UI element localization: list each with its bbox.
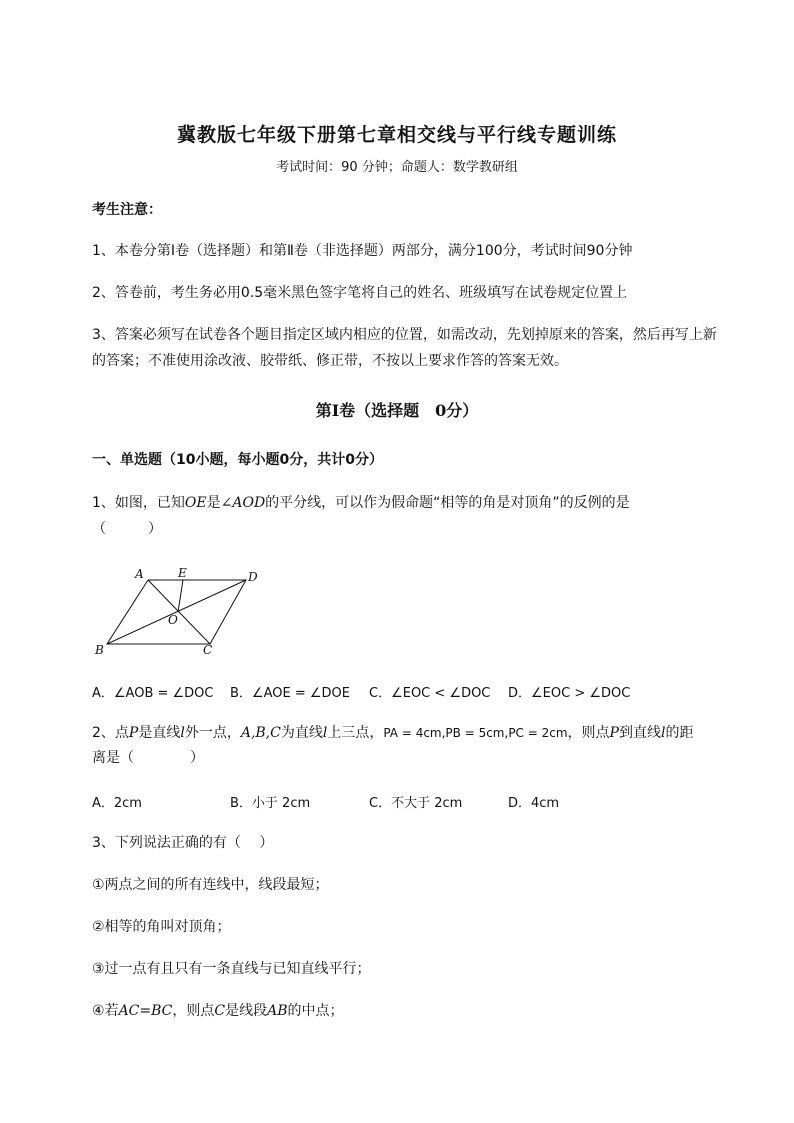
q2-points-abc: A,B,C [240,725,281,741]
q2-point-p-2: P [609,725,619,741]
q2-text-3: 外一点， [184,725,241,741]
section-title: 第Ⅰ卷（选择题 0分） [315,401,479,420]
q2-text-2: 是直线 [138,725,181,741]
q3-s4-pre: ④若 [92,1003,119,1019]
notice-item-3-continued: 的答案；不准使用涂改液、胶带纸、修正带，不按以上要求作答的答案无效。 [92,353,568,369]
notice-item-2: 2、答卷前，考生务必用0.5毫米黑色签字笔将自己的姓名、班级填写在试卷规定位置上 [92,285,628,301]
label-b: B [95,643,104,657]
q2-text-4: 为直线 [280,725,323,741]
notice-item-1: 1、本卷分第Ⅰ卷（选择题）和第Ⅱ卷（非选择题）两部分，满分100分，考试时间90分钟 [92,243,633,259]
label-o: O [168,613,178,627]
q1-option-c: C．∠EOC < ∠DOC [369,686,491,701]
notice-heading: 考生注意： [92,202,162,218]
q2-measures: PA = 4cm,PB = 5cm,PC = 2cm [383,726,568,740]
q1-text-post: 的平分线，可以作为假命题“相等的角是对顶角”的反例的是 [265,495,630,511]
q2-point-p: P [128,725,139,741]
q2-option-d: D．4cm [508,796,560,811]
page-title: 冀教版七年级下册第七章相交线与平行线专题训练 [176,124,617,146]
q3-s4-post: 的中点； [287,1003,344,1019]
question-3-stem: 3、下列说法正确的有（ ） [92,835,274,851]
q2-text-5: 上三点， [327,725,384,741]
q2-option-a: A．2cm [92,796,142,811]
segment-ac [148,580,210,644]
q2-text-6: ，则点 [567,725,610,741]
q2-answer-blank: 离是（ ） [92,750,204,766]
q1-segment-oe: OE [184,495,207,511]
q2-text-1: 2、点 [92,725,129,741]
q3-s4-equals: = [139,1003,152,1019]
q1-text-pre: 1、如图，已知 [92,495,185,511]
q1-text-mid: 是 [206,495,221,511]
q3-s4-mid2: 是线段 [225,1003,268,1019]
q3-segment-ac: AC [118,1003,140,1019]
part-heading: 一、单选题（10小题，每小题0分，共计0分） [92,452,383,468]
parallelogram-figure [92,560,272,660]
q2-option-b: B．小于 2cm [230,796,311,811]
q3-point-c: C [214,1003,226,1019]
q3-s4-mid: ，则点 [172,1003,215,1019]
label-e: E [178,566,187,580]
q2-option-c: C．不大于 2cm [369,796,463,811]
q1-angle-aod: ∠AOD [220,495,266,511]
q3-statement-3: ③过一点有且只有一条直线与已知直线平行； [92,961,371,977]
q2-text-8: 的距 [665,725,694,741]
q2-line-l-3: l [660,725,666,741]
exam-info: 考试时间：90 分钟；命题人：数学教研组 [276,160,518,175]
question-1-stem [92,493,630,513]
label-c: C [203,643,213,657]
q1-answer-blank: （ ） [92,521,162,537]
label-d: D [248,570,258,584]
q3-statement-1: ①两点之间的所有连线中，线段最短； [92,877,329,893]
q3-segment-ab: AB [267,1003,288,1019]
q1-option-b: B．∠AOE = ∠DOE [230,686,350,701]
label-a: A [135,567,144,581]
q2-line-l-2: l [322,725,328,741]
q3-statement-2: ②相等的角叫对顶角； [92,919,231,935]
q1-option-d: D．∠EOC > ∠DOC [508,686,631,701]
q2-text-7: 到直线 [618,725,661,741]
question-2-stem [92,723,693,743]
segment-oe [178,580,183,612]
q1-option-a: A．∠AOB = ∠DOC [92,686,214,701]
q2-line-l: l [180,725,185,741]
q3-segment-bc: BC [151,1003,173,1019]
q3-statement-4 [92,1001,344,1021]
notice-item-3: 3、答案必须写在试卷各个题目指定区域内相应的位置，如需改动，先划掉原来的答案，然后再写上新 [92,327,717,343]
